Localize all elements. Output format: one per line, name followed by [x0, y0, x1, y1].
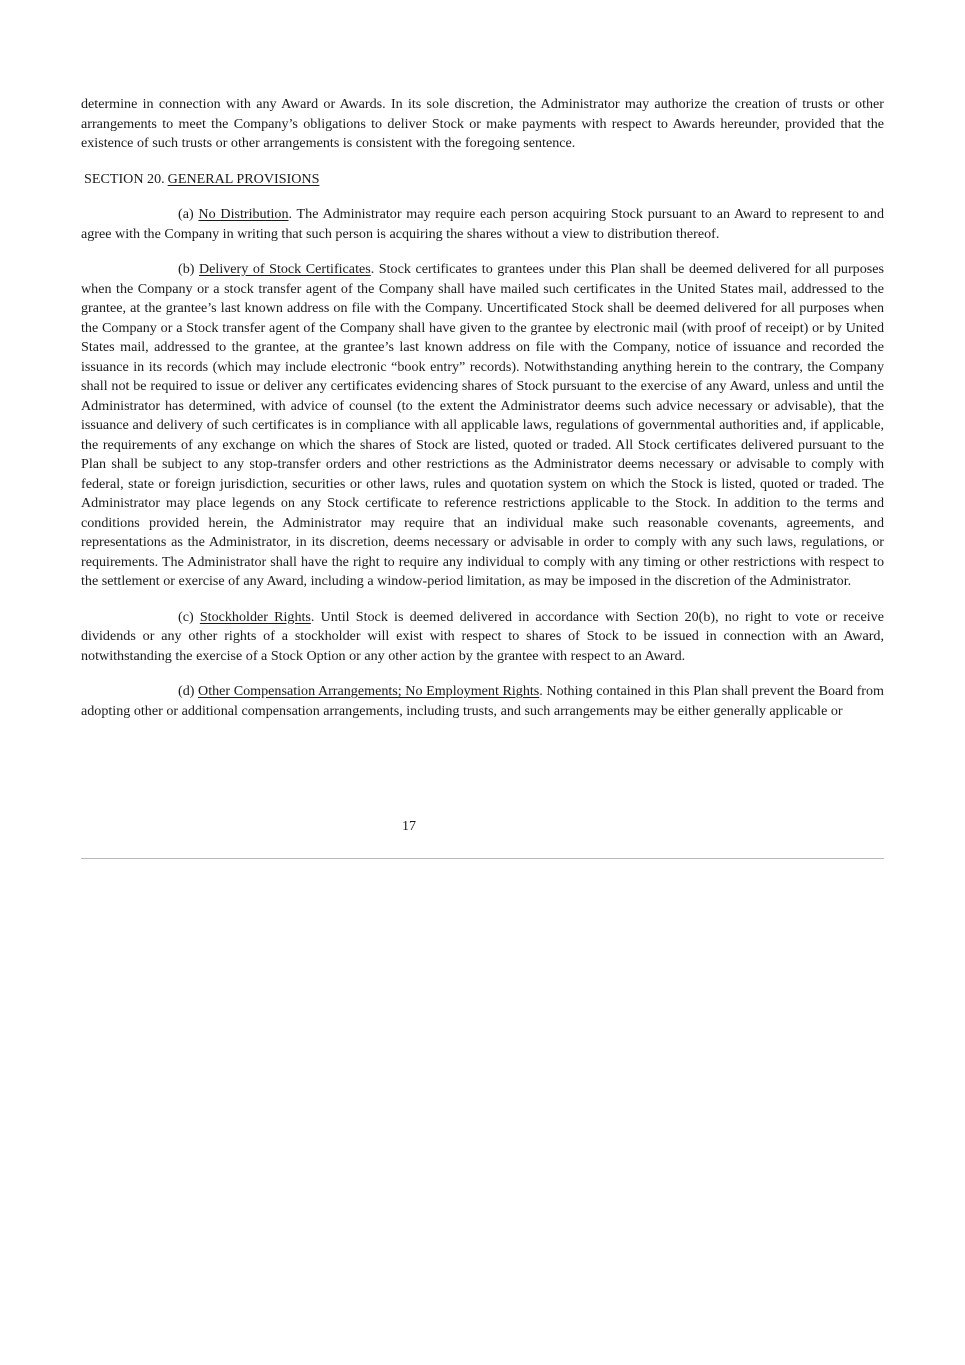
subsection-c-body: . Until Stock is deemed delivered in accordance with Section 20(b), no right to vote or receive dividends or any other rights of a stockholder will exist with respect to shares of Stock to be issued in connection with an Award, notwithstanding the exercise of a Stock Option or any other action by the grantee with respect to an Award.	[81, 608, 884, 664]
subsection-c-title: Stockholder Rights	[199, 608, 311, 625]
subsection-a-label: (a)	[178, 206, 194, 222]
subsection-a-title: No Distribution	[198, 206, 289, 222]
subsection-b-title: Delivery of Stock Certificates	[198, 261, 371, 277]
subsection-b-body: . Stock certificates to grantees under this Plan shall be deemed delivered for all purposes when the Company or a stock transfer agent of the Company shall have mailed such certificates in the United States mail, addressed to the grantee, at the grantee’s last known address on file with the Company. Uncertificated Stock shall be deemed delivered for all purposes when the Company or a Stock transfer agent of the Company shall have given to the grantee by electronic mail (with proof of receipt) or by United States mail, addressed to the grantee, at the grantee’s last known address on file with the Company, notice of issuance and recorded the issuance in its records (which may include electronic “book entry” records). Notwithstanding anything herein to the contrary, the Company shall not be required to issue or deliver any certificates evidencing shares of Stock pursuant to the exercise of any Award, unless and until the Administrator has determined, with advice of counsel (to the extent the Administrator deems such advice necessary or advisable), that the issuance and delivery of such certificates is in compliance with all applicable laws, regulations of governmental authorities and, if applicable, the requirements of any exchange on which the shares of Stock are listed, quoted or traded. All Stock certificates delivered pursuant to the Plan shall be subject to any stop-transfer orders and other restrictions as the Administrator deems necessary or advisable to comply with federal, state or foreign jurisdiction, securities or other laws, rules and quotation system on which the Stock is listed, quoted or traded. The Administrator may place legends on any Stock certificate to reference restrictions applicable to the Stock. In addition to the terms and conditions provided herein, the Administrator may require that an individual make such reasonable covenants, agreements, and representations as the Administrator, in its discretion, deems necessary or advisable in order to comply with any such laws, regulations, or requirements. The Administrator shall have the right to require any individual to comply with any timing or other restrictions with respect to the settlement or exercise of any Award, including a window-period limitation, as may be imposed in the discretion of the Administrator.	[81, 261, 884, 589]
subsection-d-title: Other Compensation Arrangements; No Employment Rights	[198, 683, 540, 699]
section-heading	[84, 170, 884, 190]
subsection-c-label: (c)	[178, 608, 194, 625]
subsection-d	[81, 682, 884, 721]
intro-paragraph: determine in connection with any Award or Awards. In its sole discretion, the Administrator may authorize the creation of trusts or other arrangements to meet the Company’s obligations to deliver Stock or make payments with respect to Awards hereunder, provided that the existence of such trusts or other arrangements is consistent with the foregoing sentence.	[81, 96, 884, 151]
subsection-a-body: . The Administrator may require each person acquiring Stock pursuant to an Award to represent to and agree with the Company in writing that such person is acquiring the shares without a view to distribution thereof.	[81, 206, 884, 242]
page-number: 17	[401, 818, 417, 834]
subsection-d-body: . Nothing contained in this Plan shall prevent the Board from adopting other or additional compensation arrangements, including trusts, and such arrangements may be either generally applicable or	[81, 683, 884, 719]
subsection-d-label: (d)	[178, 683, 195, 699]
subsection-b	[81, 260, 884, 592]
section-title: GENERAL PROVISIONS	[167, 170, 320, 187]
subsection-a	[81, 205, 884, 244]
subsection-b-label: (b)	[178, 261, 195, 277]
page-divider	[81, 858, 884, 859]
document-page	[81, 95, 884, 737]
section-number: SECTION 20.	[84, 170, 165, 187]
subsection-c	[81, 608, 884, 667]
